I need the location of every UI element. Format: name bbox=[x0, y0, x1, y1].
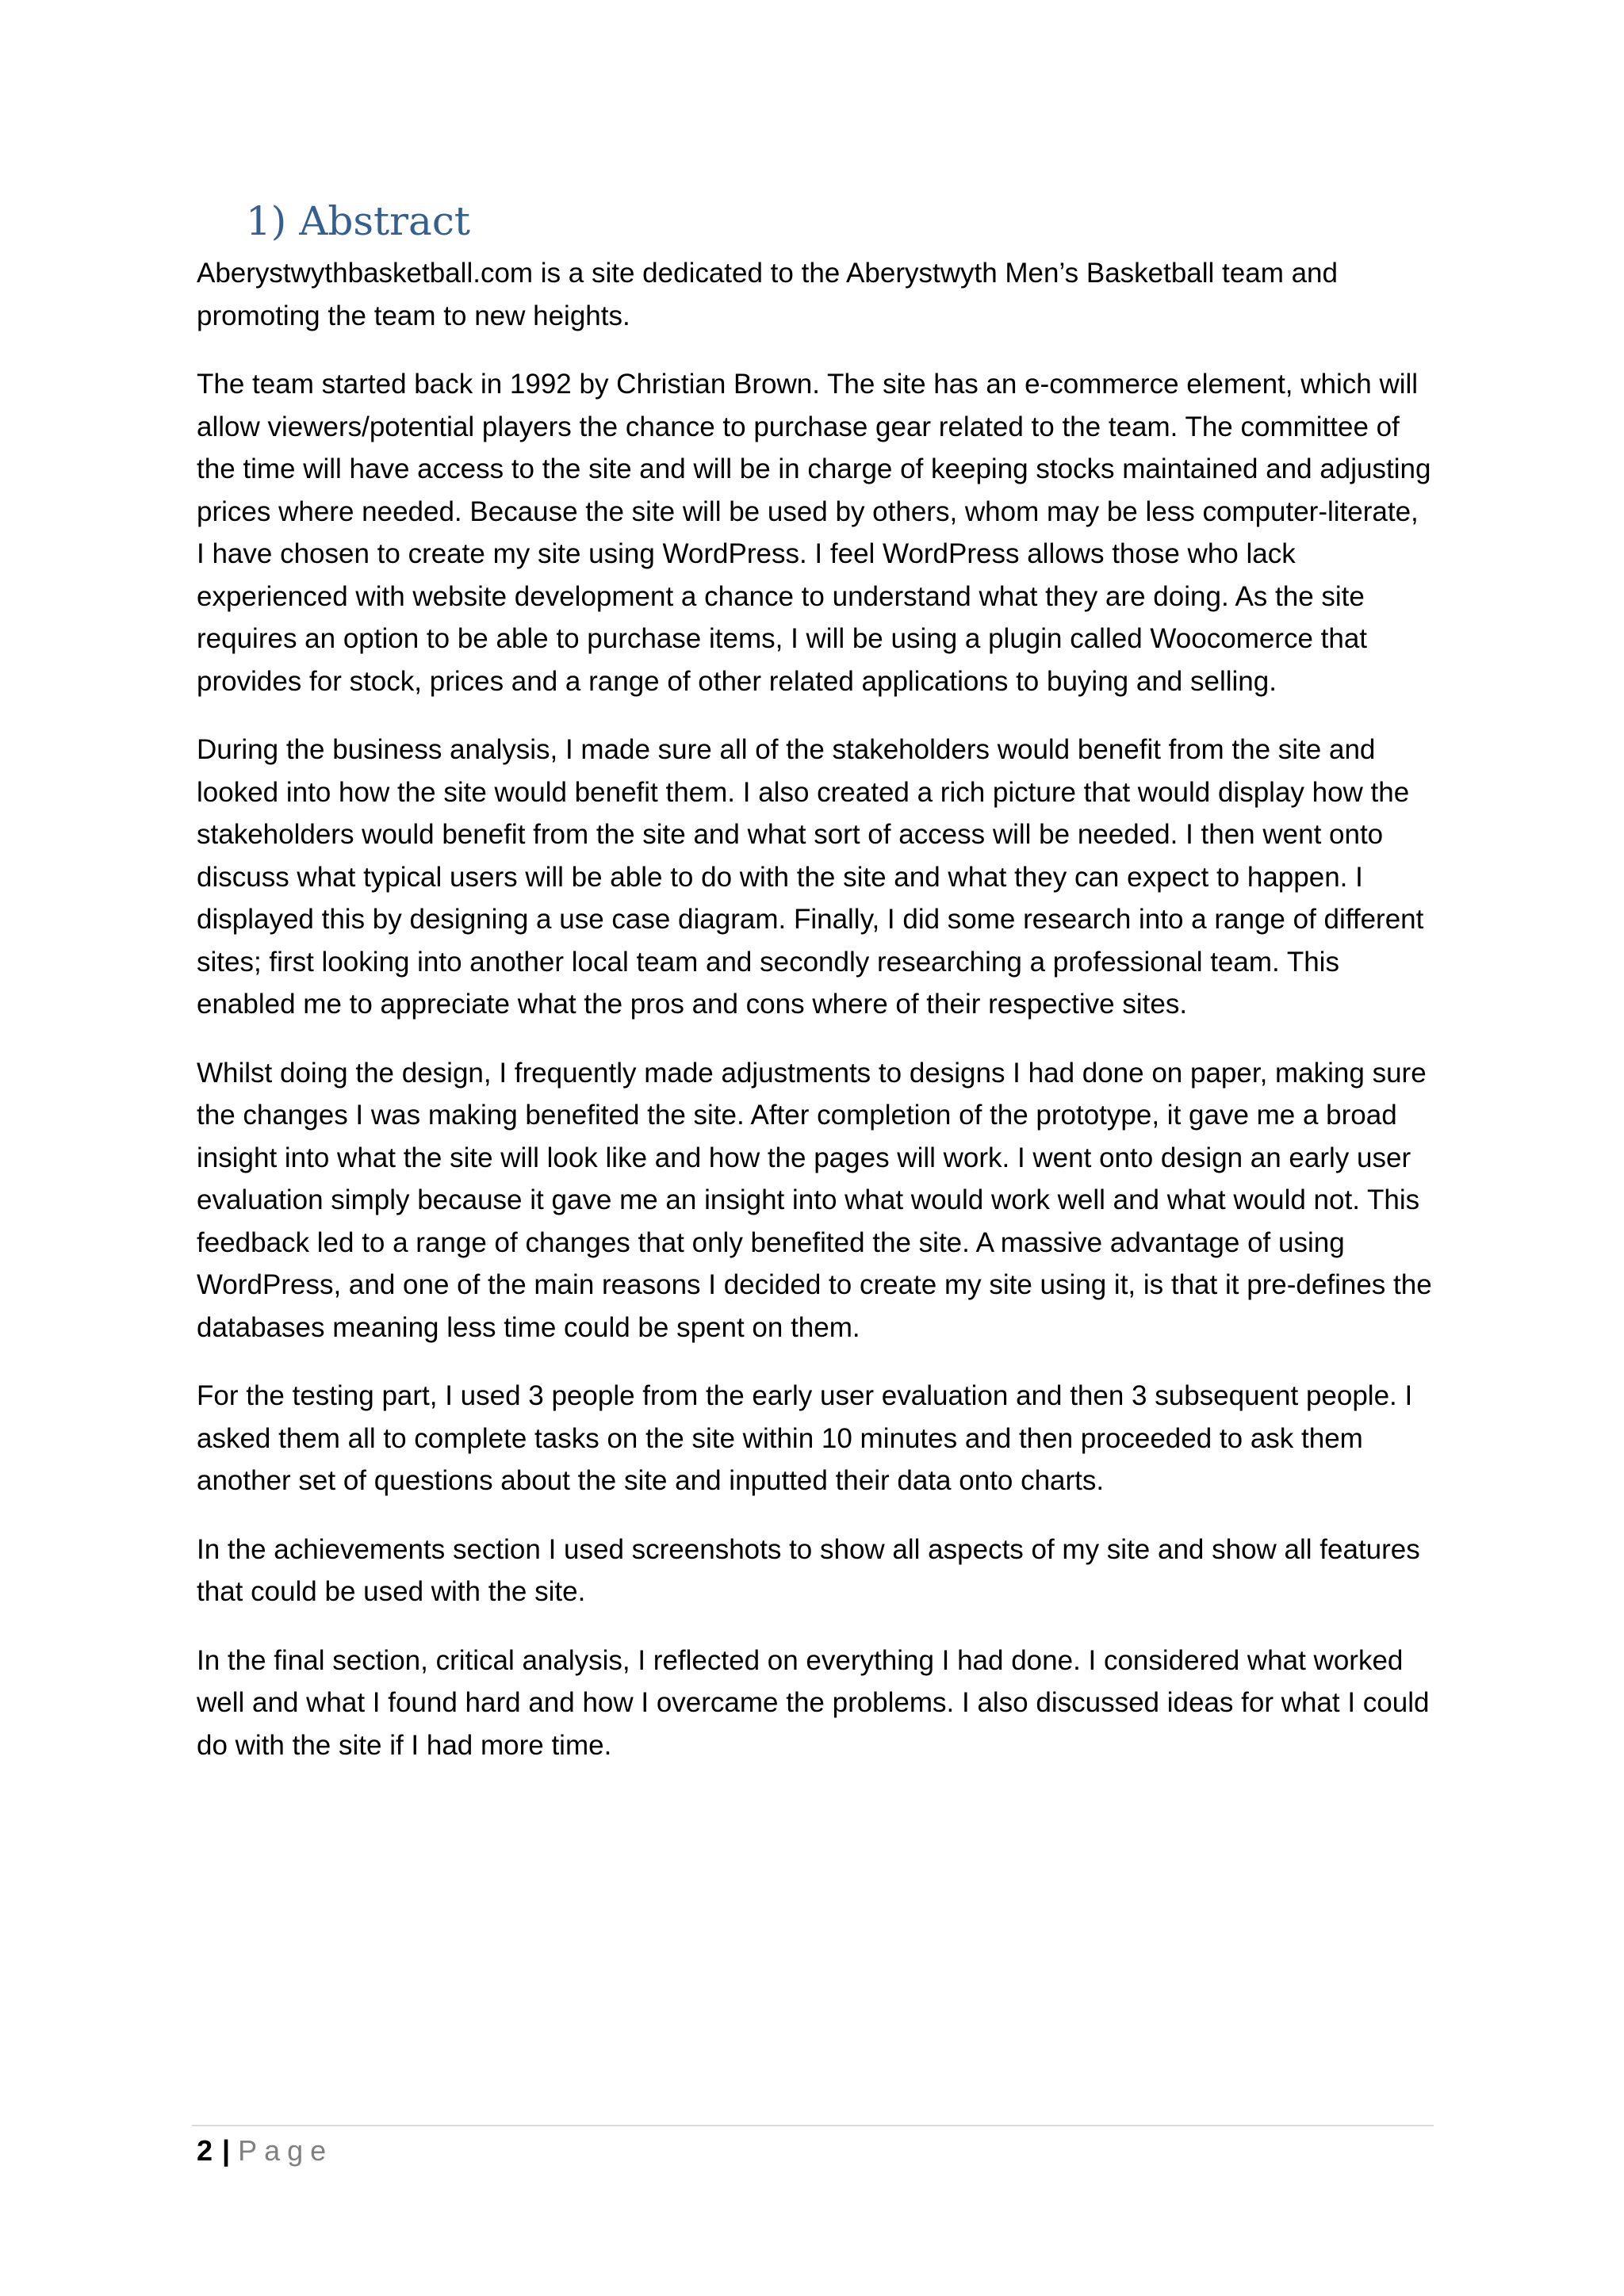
paragraph-background: The team started back in 1992 by Christian Brown. The site has an e-commerce element, which will allow viewers/potential players the chance to purchase gear related to the team. The committee of the time will have access to the site and will be in charge of keeping stocks maintained and adjusting prices where needed. Because the site will be used by others, whom may be less computer-literate, I have chosen to create my site using WordPress. I feel WordPress allows those who lack experienced with website development a chance to understand what they are doing. As the site requires an option to be able to purchase items, I will be using a plugin called Woocomerce that provides for stock, prices and a range of other related applications to buying and selling. bbox=[197, 369, 1431, 697]
paragraph-critical-analysis: In the final section, critical analysis, I reflected on everything I had done. I considered what worked well and what I found hard and how I overcame the problems. I also discussed ideas for what I could do with the site if I had more time. bbox=[197, 1644, 1430, 1761]
section-title: Abstract bbox=[299, 198, 470, 244]
paragraph-intro: Aberystwythbasketball.com is a site dedicated to the Aberystwyth Men’s Basketball team and promoting the team to new heights. bbox=[197, 258, 1338, 331]
footer-separator: | bbox=[222, 2134, 231, 2167]
section-heading bbox=[246, 195, 470, 247]
paragraph-achievements: In the achievements section I used screenshots to show all aspects of my site and show all features that could be used with the site. bbox=[197, 1533, 1420, 1607]
paragraph-testing: For the testing part, I used 3 people from the early user evaluation and then 3 subsequent people. I asked them all to complete tasks on the site within 10 minutes and then proceeded to ask them another set of questions about the site and inputted their data onto charts. bbox=[197, 1380, 1413, 1496]
section-number: 1) bbox=[246, 198, 287, 244]
page-footer bbox=[197, 2131, 333, 2171]
paragraph-business-analysis: During the business analysis, I made sure all of the stakeholders would benefit from the site and looked into how the site would benefit them. I also created a rich picture that would display how the stakeholders would benefit from the site and what sort of access will be needed. I then went onto discuss what typical users will be able to do with the site and what they can expect to happen. I displayed this by designing a use case diagram. Finally, I did some research into a range of different sites; first looking into another local team and secondly researching a professional team. This enabled me to appreciate what the pros and cons where of their respective sites. bbox=[197, 734, 1424, 1020]
footer-divider bbox=[192, 2125, 1434, 2126]
abstract-body bbox=[197, 252, 1434, 1793]
paragraph-design: Whilst doing the design, I frequently made adjustments to designs I had done on paper, making sure the changes I was making benefited the site. After completion of the prototype, it gave me a broad insight into what the site will look like and how the pages will work. I went onto design an early user evaluation simply because it gave me an insight into what would work well and what would not. This feedback led to a range of changes that only benefited the site. A massive advantage of using WordPress, and one of the main reasons I decided to create my site using it, is that it pre-defines the databases meaning less time could be spent on them. bbox=[197, 1057, 1432, 1343]
page-label: Page bbox=[238, 2134, 334, 2167]
page-number: 2 bbox=[197, 2134, 213, 2167]
